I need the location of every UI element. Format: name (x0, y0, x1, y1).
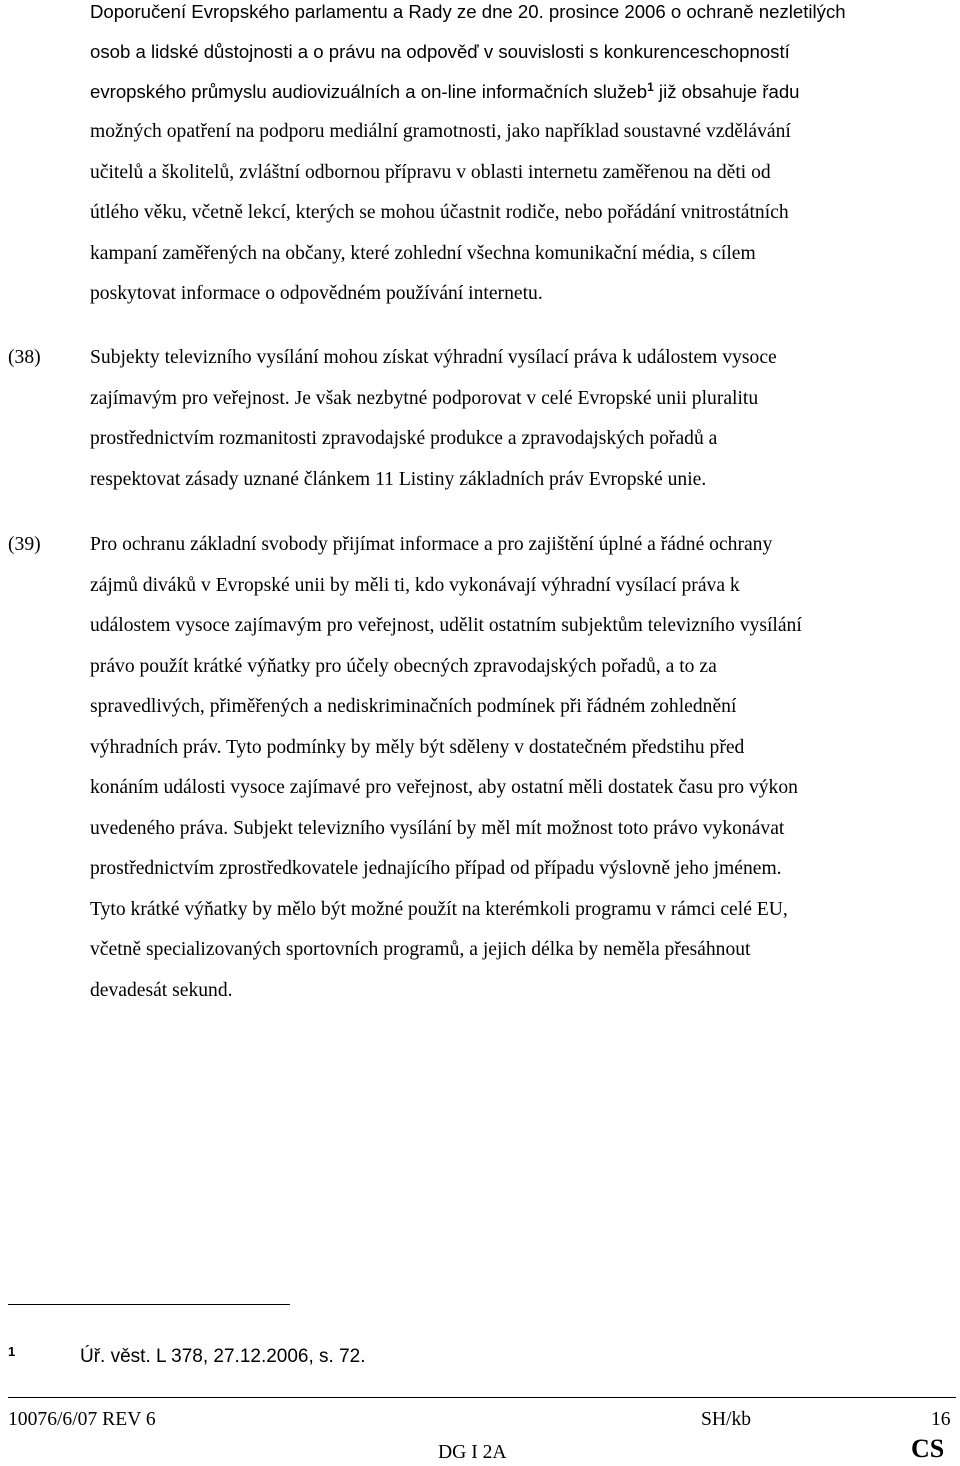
para38-line-2: zajímavým pro veřejnost. Je však nezbytné podporovat v celé Evropské unii pluralitu (90, 388, 759, 409)
para39-line-12: devadesát sekund. (90, 980, 233, 1001)
footnote-text: Úř. věst. L 378, 27.12.2006, s. 72. (80, 1346, 366, 1367)
para39-line-7: konáním události vysoce zajímavé pro veřejnost, aby ostatní měli dostatek času pro výkon (90, 777, 798, 798)
intro-line-2: osob a lidské důstojnosti a o právu na odpověď v souvislosti s konkurenceschopností (90, 41, 790, 62)
para39-line-3: událostem vysoce zajímavým pro veřejnost, udělit ostatním subjektům televizního vysílání (90, 615, 802, 636)
footer-language-code: CS (911, 1434, 945, 1463)
footnote-reference: 1 (647, 80, 654, 94)
para39-line-8: uvedeného práva. Subjekt televizního vysílání by měl mít možnost toto právo vykonávat (90, 818, 785, 839)
intro-line-7: kampaní zaměřených na občany, které zohlední všechna komunikační média, s cílem (90, 243, 756, 264)
footer-initials: SH/kb (701, 1409, 752, 1430)
footer-page-number: 16 (931, 1409, 951, 1430)
para39-line-4: právo použít krátké výňatky pro účely obecných zpravodajských pořadů, a to za (90, 656, 717, 677)
para39-line-5: spravedlivých, přiměřených a nediskriminačních podmínek při řádném zohlednění (90, 696, 737, 717)
intro-line-6: útlého věku, včetně lekcí, kterých se mohou účastnit rodiče, nebo pořádání vnitrostátních (90, 202, 789, 223)
para39-line-2: zájmů diváků v Evropské unii by měli ti, kdo vykonávají výhradní vysílací práva k (90, 575, 740, 596)
para39-line-9: prostřednictvím zprostředkovatele jednajícího případ od případu výslovně jeho jménem. (90, 858, 782, 879)
intro-line-8: poskytovat informace o odpovědném používání internetu. (90, 283, 543, 304)
footer-separator (8, 1397, 956, 1398)
intro-line-5: učitelů a školitelů, zvláštní odbornou přípravu v oblasti internetu zaměřenou na děti od (90, 162, 771, 183)
footer-doc-ref: 10076/6/07 REV 6 (8, 1409, 156, 1430)
para38-line-4: respektovat zásady uznané článkem 11 Listiny základních práv Evropské unie. (90, 469, 707, 490)
intro-line-4: možných opatření na podporu mediální gramotnosti, jako například soustavné vzdělávání (90, 121, 791, 142)
para38-line-1: Subjekty televizního vysílání mohou získat výhradní vysílací práva k událostem vysoce (90, 347, 777, 368)
para38-line-3: prostřednictvím rozmanitosti zpravodajské produkce a zpravodajských pořadů a (90, 428, 718, 449)
paragraph-number-39: (39) (8, 534, 41, 555)
intro-line-1: Doporučení Evropského parlamentu a Rady ze dne 20. prosince 2006 o ochraně nezletilých (90, 1, 846, 22)
footnote-mark: 1 (8, 1344, 16, 1359)
paragraph-number-38: (38) (8, 347, 41, 368)
footer-dg: DG I 2A (438, 1442, 507, 1463)
para39-line-1: Pro ochranu základní svobody přijímat informace a pro zajištění úplné a řádné ochrany (90, 534, 773, 555)
para39-line-6: výhradních práv. Tyto podmínky by měly být sděleny v dostatečném předstihu před (90, 737, 745, 758)
para39-line-10: Tyto krátké výňatky by mělo být možné použít na kterémkoli programu v rámci celé EU, (90, 899, 788, 920)
para39-line-11: včetně specializovaných sportovních programů, a jejich délka by neměla přesáhnout (90, 939, 751, 960)
intro-line-3: evropského průmyslu audiovizuálních a on-line informačních služeb$^1$ již obsahuje řadu (90, 80, 800, 102)
footnote-separator (8, 1304, 290, 1305)
